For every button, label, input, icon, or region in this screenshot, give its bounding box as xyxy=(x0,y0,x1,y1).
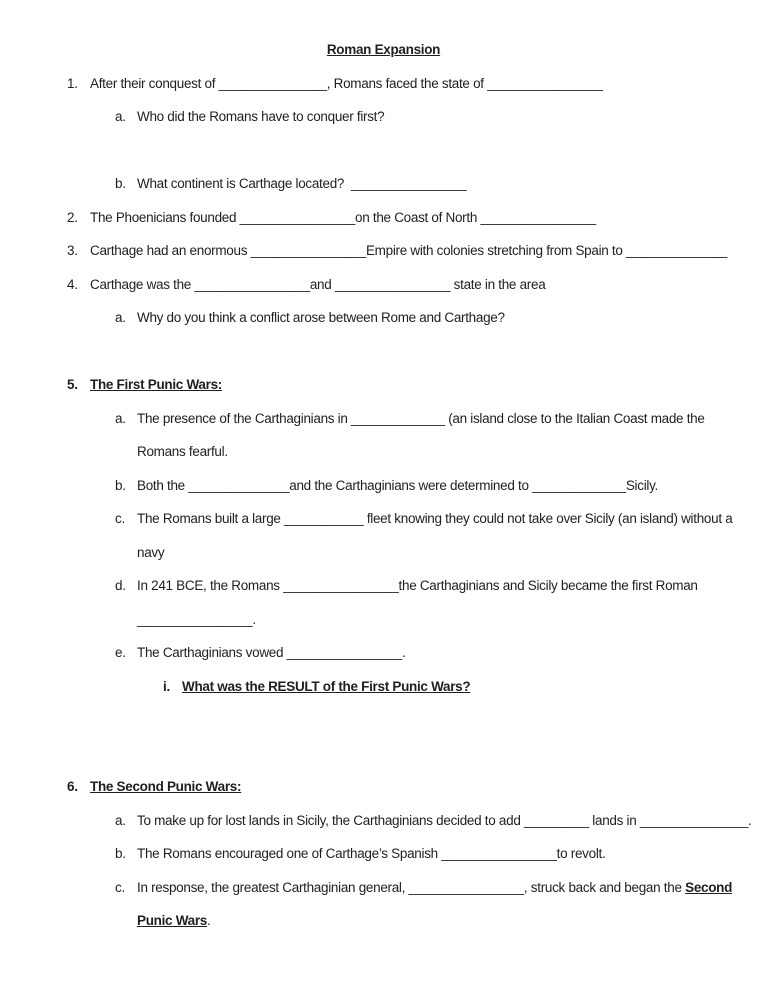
fill-in-blank: ______________ xyxy=(188,477,290,493)
text-run: Second xyxy=(685,879,733,895)
item-number: b. xyxy=(115,846,126,861)
text-run: on the Coast of North xyxy=(355,209,481,225)
continuation-line xyxy=(67,536,758,570)
sub-question-line xyxy=(67,502,758,536)
fill-in-blank: ________________ xyxy=(137,611,253,627)
text-run: fleet knowing they could not take over Sicily (an island) without a xyxy=(363,511,733,526)
blank-line xyxy=(67,335,758,369)
item-number: a. xyxy=(115,410,126,426)
fill-in-blank: ________________ xyxy=(239,209,356,225)
item-number: 6. xyxy=(67,779,78,794)
sub-question-line xyxy=(67,837,758,871)
item-number: e. xyxy=(115,645,126,660)
text-run: Both the xyxy=(137,477,189,493)
line-text xyxy=(182,670,470,704)
blank-line xyxy=(67,703,758,737)
item-number: b. xyxy=(115,176,126,191)
item-number: a. xyxy=(115,812,126,828)
line-text xyxy=(137,402,705,436)
text-run: After their conquest of xyxy=(90,75,219,91)
line-text xyxy=(137,837,605,871)
line-text xyxy=(137,100,384,134)
fill-in-blank: ________________ xyxy=(194,276,310,292)
item-number: a. xyxy=(115,109,126,124)
worksheet-title xyxy=(38,33,729,67)
line-text xyxy=(90,368,222,402)
item-number: 3. xyxy=(67,243,78,258)
fill-in-blank: ________________ xyxy=(283,578,399,593)
line-text xyxy=(137,167,466,201)
sub-question-line xyxy=(67,167,758,201)
question-line xyxy=(67,201,758,235)
text-run: Punic Wars xyxy=(137,913,208,928)
text-run: Why do you think a conflict arose between Rome and Carthage? xyxy=(137,310,505,325)
line-text xyxy=(137,435,228,469)
fill-in-blank: _______________ xyxy=(639,812,749,828)
question-line xyxy=(67,268,758,302)
fill-in-blank: ________________ xyxy=(487,75,603,91)
fill-in-blank: ________________ xyxy=(408,879,524,895)
fill-in-blank: ________________ xyxy=(250,243,366,258)
sub-question-line xyxy=(67,636,758,670)
text-run: The Second Punic Wars: xyxy=(90,779,242,794)
line-text xyxy=(137,502,732,536)
text-run: What was the RESULT of the First Punic Wars? xyxy=(182,678,471,694)
sub-question-line xyxy=(67,301,758,335)
text-run: Carthage had an enormous xyxy=(90,243,251,258)
item-number: 1. xyxy=(67,75,78,91)
text-run: In 241 BCE, the Romans xyxy=(137,578,284,593)
text-run: Sicily. xyxy=(625,477,658,493)
line-text xyxy=(90,268,545,302)
question-line xyxy=(67,770,758,804)
line-text xyxy=(90,234,727,268)
item-number: 4. xyxy=(67,276,78,292)
text-run: Romans fearful. xyxy=(137,444,228,459)
line-text xyxy=(137,904,210,938)
item-number: a. xyxy=(115,310,126,325)
text-run: . xyxy=(207,913,211,928)
blank-line xyxy=(67,737,758,771)
line-text xyxy=(137,569,698,603)
fill-in-blank: ___________ xyxy=(284,511,364,526)
text-run: . xyxy=(748,812,752,828)
sub-question-line xyxy=(67,469,758,503)
fill-in-blank: _________ xyxy=(523,812,589,828)
question-line xyxy=(67,368,758,402)
text-run: The presence of the Carthaginians in xyxy=(137,410,352,426)
sub-question-line xyxy=(67,569,758,603)
text-run: the Carthaginians and Sicily became the first Roman xyxy=(398,578,698,593)
fill-in-blank: ______________ xyxy=(626,243,727,258)
fill-in-blank: _____________ xyxy=(351,410,445,426)
item-number: c. xyxy=(115,879,125,895)
line-text xyxy=(327,33,440,67)
line-text xyxy=(137,603,256,637)
item-number: 2. xyxy=(67,209,78,225)
text-run: to revolt. xyxy=(556,846,606,861)
text-run: . xyxy=(401,645,406,660)
text-run: Roman Expansion xyxy=(326,42,441,57)
line-text xyxy=(137,871,732,905)
text-run: The First Punic Wars: xyxy=(90,377,222,392)
text-run: Carthage was the xyxy=(90,276,195,292)
item-number: i. xyxy=(163,678,170,694)
line-text xyxy=(90,67,603,101)
fill-in-blank: ________________ xyxy=(334,276,451,292)
continuation-line xyxy=(67,603,758,637)
text-run: In response, the greatest Carthaginian general, xyxy=(137,879,409,895)
text-run: navy xyxy=(137,544,165,560)
fill-in-blank: _____________ xyxy=(532,477,626,493)
question-line xyxy=(67,67,758,101)
text-run: To make up for lost lands in Sicily, the Carthaginians decided to add xyxy=(137,812,524,828)
fill-in-blank: ________________ xyxy=(480,209,596,225)
fill-in-blank: _______________ xyxy=(218,75,327,91)
continuation-line xyxy=(67,435,758,469)
line-text xyxy=(137,804,751,838)
fill-in-blank: ________________ xyxy=(351,176,467,191)
text-run: state in the area xyxy=(450,276,546,292)
text-run: The Carthaginians vowed xyxy=(137,645,287,660)
fill-in-blank: ________________ xyxy=(441,846,557,861)
line-text xyxy=(90,201,596,235)
text-run: The Romans built a large xyxy=(137,511,285,526)
fill-in-blank: ________________ xyxy=(286,645,402,660)
blank-line xyxy=(67,134,758,168)
sub-question-line xyxy=(67,804,758,838)
text-run: The Phoenicians founded xyxy=(90,209,240,225)
sub-question-line xyxy=(67,100,758,134)
text-run: and xyxy=(309,276,335,292)
sub-question-line xyxy=(67,402,758,436)
roman-numeral-line xyxy=(67,670,758,704)
item-number: c. xyxy=(115,511,125,526)
line-text xyxy=(137,301,505,335)
question-line xyxy=(67,234,758,268)
text-run: The Romans encouraged one of Carthage’s Spanish xyxy=(137,846,442,861)
text-run: and the Carthaginians were determined to xyxy=(289,477,533,493)
item-number: 5. xyxy=(67,377,78,392)
text-run: Who did the Romans have to conquer first? xyxy=(137,109,385,124)
item-number: b. xyxy=(115,477,126,493)
line-text xyxy=(137,536,164,570)
text-run: , Romans faced the state of xyxy=(326,75,488,91)
line-text xyxy=(137,636,405,670)
sub-question-line xyxy=(67,871,758,905)
text-run: lands in xyxy=(588,812,640,828)
text-run: What continent is Carthage located? xyxy=(137,176,352,191)
line-text xyxy=(90,770,241,804)
text-run: , struck back and began the xyxy=(523,879,686,895)
text-run: (an island close to the Italian Coast made the xyxy=(444,410,705,426)
text-run: . xyxy=(252,611,256,627)
text-run: Empire with colonies stretching from Spain to xyxy=(365,243,627,258)
line-text xyxy=(137,469,658,503)
item-number: d. xyxy=(115,578,126,593)
continuation-line xyxy=(67,904,758,938)
